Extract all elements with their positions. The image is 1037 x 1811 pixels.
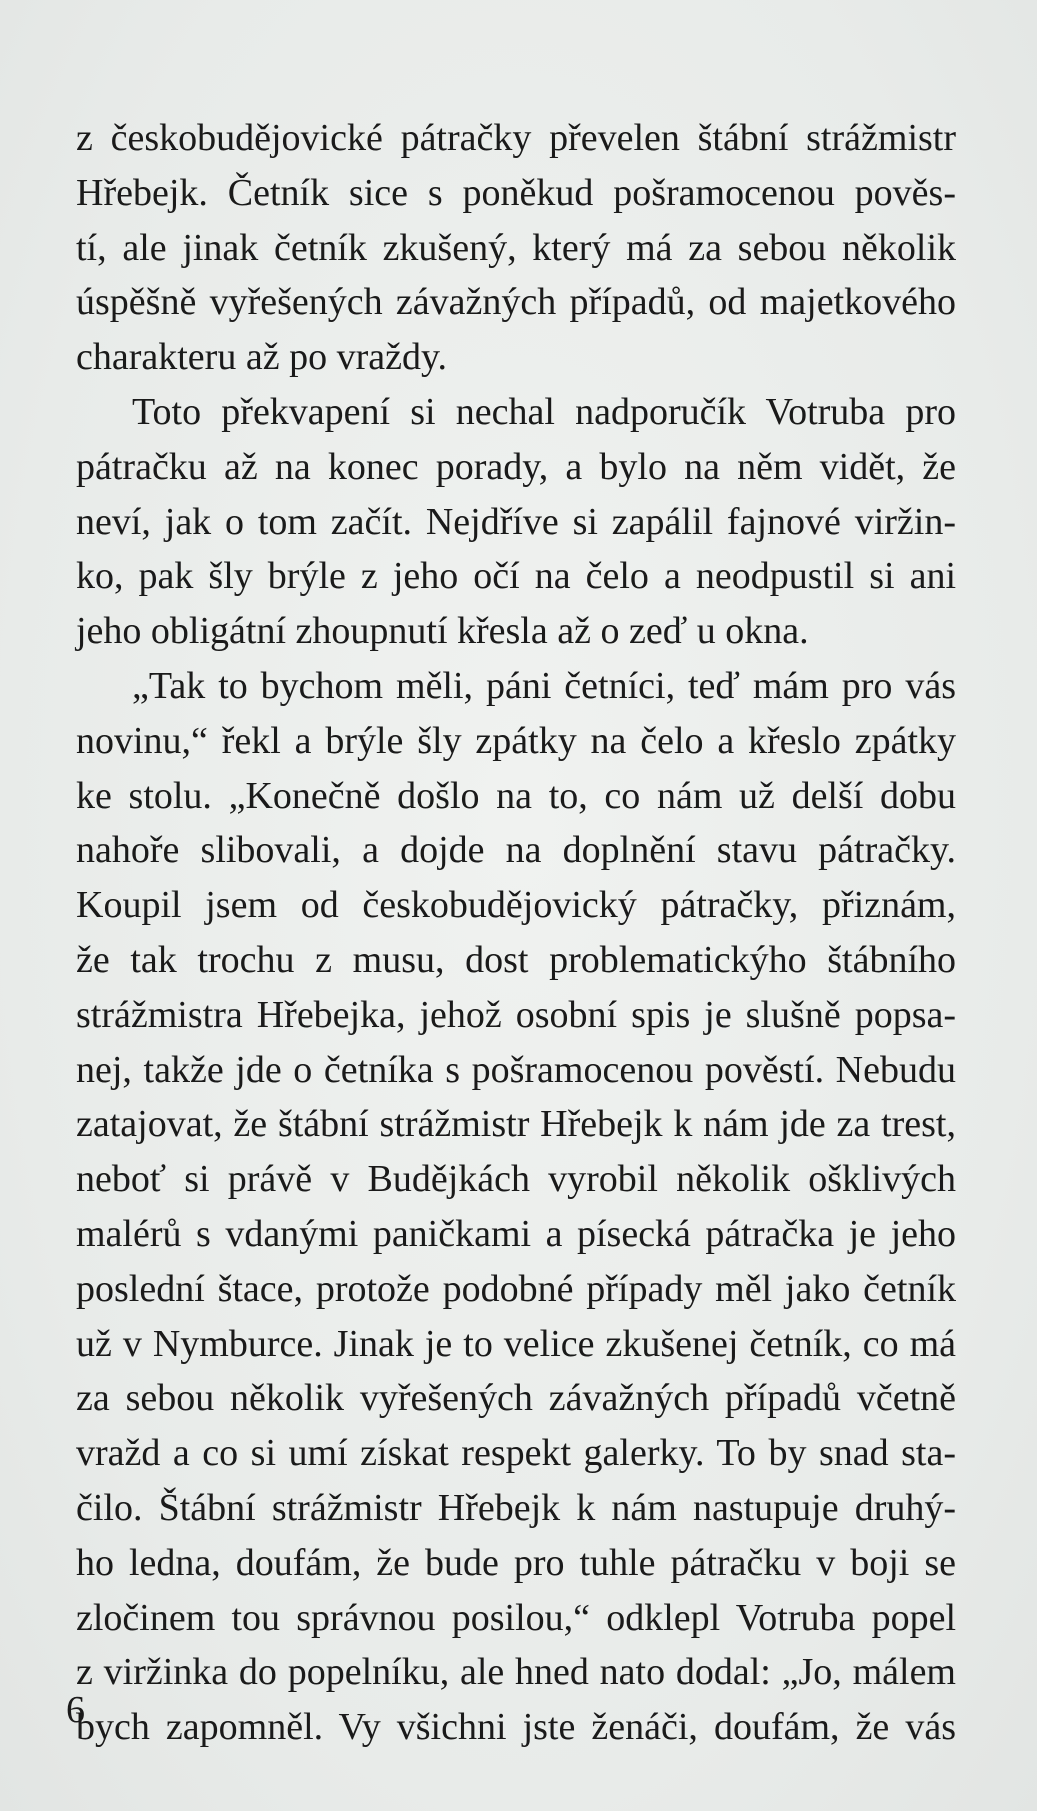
page-number: 6 [66, 1689, 85, 1731]
text-line: vražd a co si umí získat respekt galerky. To by snad sta- [76, 1432, 956, 1475]
text-line: z viržinka do popelníku, ale hned nato dodal: „Jo, málem [76, 1651, 956, 1694]
text-line: neví, jak o tom začít. Nejdříve si zapálil fajnové viržin- [76, 500, 956, 543]
text-line: pátračku až na konec porady, a bylo na něm vidět, že [76, 445, 956, 488]
text-line: čilo. Štábní strážmistr Hřebejk k nám nastupuje druhý- [76, 1486, 956, 1529]
text-line: neboť si právě v Budějkách vyrobil několik ošklivých [76, 1158, 956, 1201]
text-line: že tak trochu z musu, dost problematickýho štábního [76, 938, 956, 981]
text-line: zatajovat, že štábní strážmistr Hřebejk k nám jde za trest, [76, 1103, 956, 1146]
text-line: ko, pak šly brýle z jeho očí na čelo a neodpustil si ani [76, 555, 956, 598]
text-line: bych zapomněl. Vy všichni jste ženáči, doufám, že vás [76, 1706, 956, 1749]
text-line: novinu,“ řekl a brýle šly zpátky na čelo a křeslo zpátky [76, 719, 956, 762]
text-line: nahoře slibovali, a dojde na doplnění stavu pátračky. [76, 829, 956, 872]
text-line: jeho obligátní zhoupnutí křesla až o zeď u okna. [76, 610, 809, 653]
text-line: tí, ale jinak četník zkušený, který má za sebou několik [76, 226, 956, 269]
text-line: už v Nymburce. Jinak je to velice zkušenej četník, co má [76, 1322, 956, 1365]
text-line: charakteru až po vraždy. [76, 336, 447, 379]
text-line: ho ledna, doufám, že bude pro tuhle pátračku v boji se [76, 1541, 956, 1584]
text-line: nej, takže jde o četníka s pošramocenou pověstí. Nebudu [76, 1048, 956, 1091]
text-line: úspěšně vyřešených závažných případů, od majetkového [76, 281, 956, 324]
text-line: z českobudějovické pátračky převelen štábní strážmistr [76, 117, 956, 159]
text-line: za sebou několik vyřešených závažných případů včetně [76, 1377, 956, 1420]
text-line: ke stolu. „Konečně došlo na to, co nám už delší dobu [76, 774, 956, 817]
text-line: zločinem tou správnou posilou,“ odklepl Votruba popel [76, 1596, 956, 1639]
text-line: Koupil jsem od českobudějovický pátračky, přiznám, [76, 884, 956, 927]
text-line: strážmistra Hřebejka, jehož osobní spis je slušně popsa- [76, 993, 956, 1036]
text-line: Hřebejk. Četník sice s poněkud pošramocenou pověs- [76, 171, 956, 214]
text-line: poslední štace, protože podobné případy měl jako četník [76, 1267, 956, 1310]
text-line: Toto překvapení si nechal nadporučík Votruba pro [132, 390, 956, 433]
text-line: malérů s vdanými paničkami a písecká pátračka je jeho [76, 1212, 956, 1255]
body-text [76, 111, 956, 1755]
text-line: „Tak to bychom měli, páni četníci, teď mám pro vás [132, 664, 956, 707]
